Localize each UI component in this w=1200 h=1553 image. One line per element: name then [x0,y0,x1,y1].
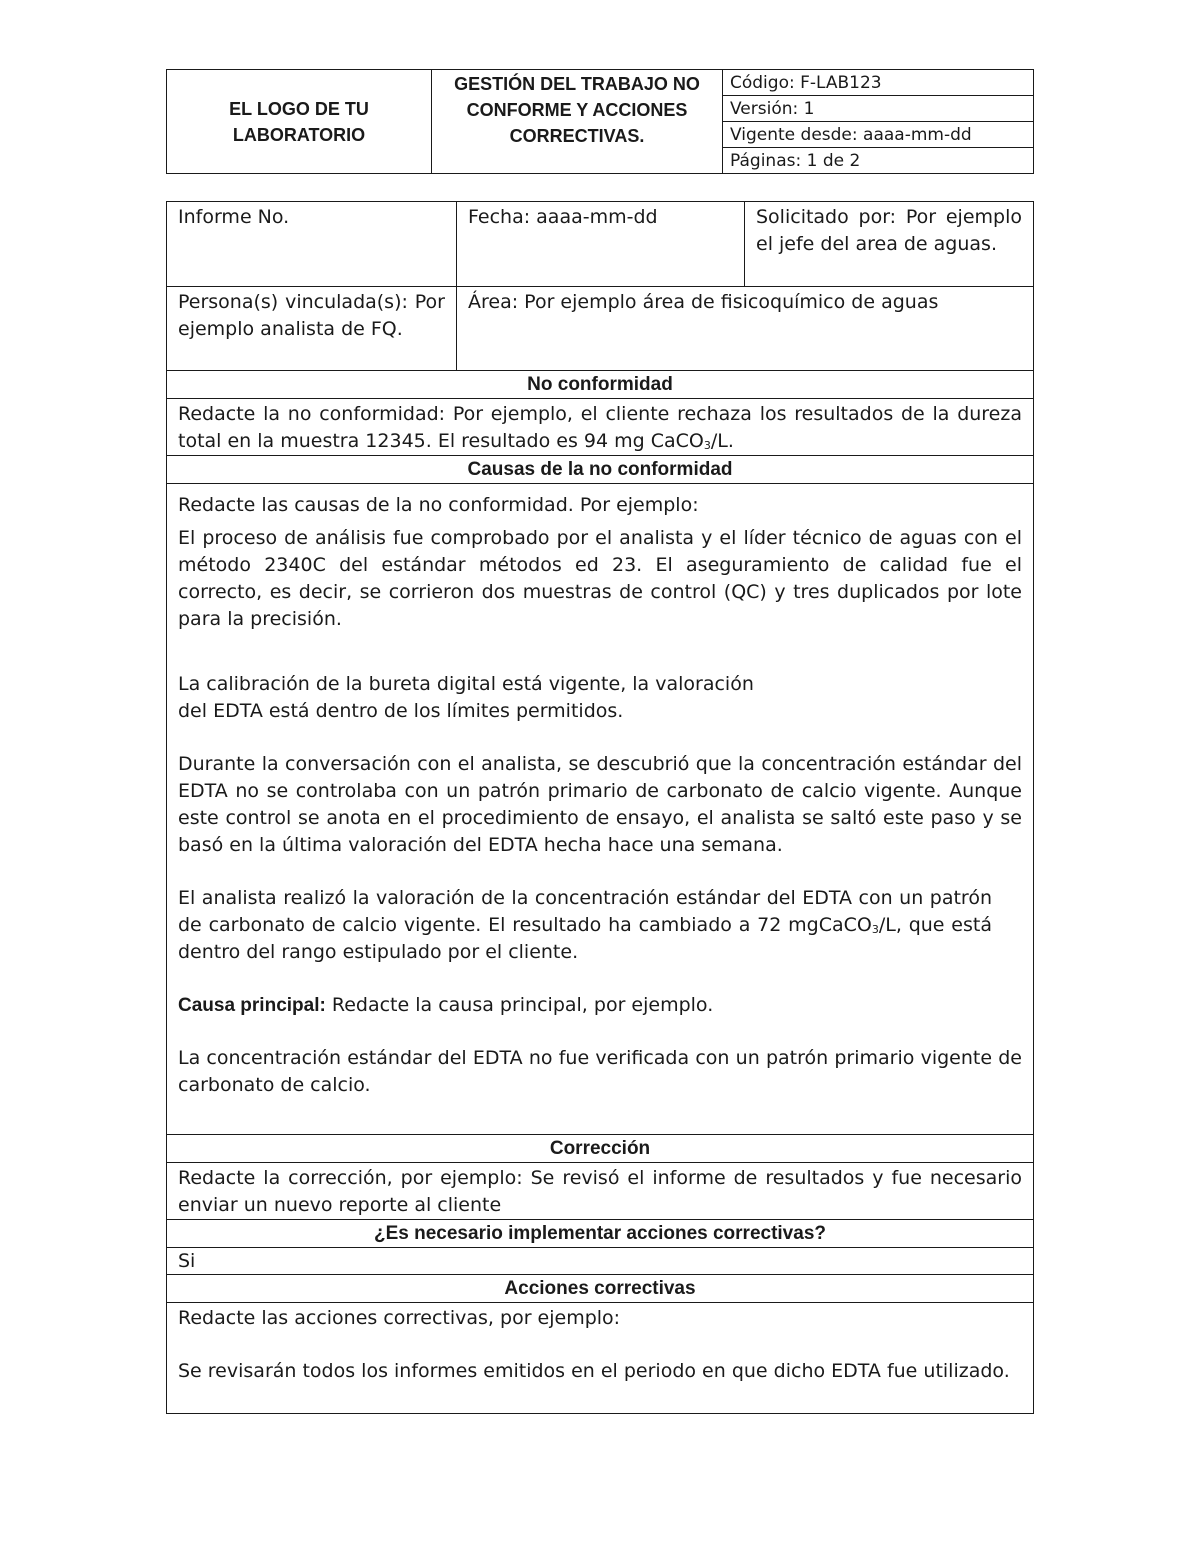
linked-persons [167,287,457,371]
main-cause-label: Causa principal: [178,995,326,1016]
document-title-text: GESTIÓN DEL TRABAJO NO CONFORME Y ACCIONES CORRECTIVAS. [454,73,700,146]
report-date-text: Fecha: aaaa-mm-dd [468,206,658,228]
area [457,287,1034,371]
requested-by [745,202,1034,287]
main-cause-text: Redacte la causa principal, por ejemplo. [325,994,714,1016]
area-text: Área: Por ejemplo área de fisicoquímico de aguas [468,291,939,313]
section-heading-corrective-actions: Acciones correctivas [167,1275,1034,1303]
section-heading-need-actions: ¿Es necesario implementar acciones correctivas? [167,1220,1034,1248]
correction-text: Redacte la corrección, por ejemplo: Se revisó el informe de resultados y fue necesario enviar un nuevo reporte al cliente [167,1163,1034,1220]
corrective-actions-intro: Redacte las acciones correctivas, por ejemplo: [178,1307,621,1329]
logo-text: EL LOGO DE TU LABORATORIO [229,98,369,145]
causes-intro: Redacte las causas de la no conformidad. Por ejemplo: [178,494,699,516]
report-date [457,202,745,287]
logo-placeholder [167,70,432,174]
document-code: Código: F-LAB123 [723,70,1034,96]
subscript: 3 [703,439,711,452]
nonconformity-text-end: /L. [710,430,734,452]
causes-text [167,484,1034,1135]
section-heading-causes: Causas de la no conformidad [167,456,1034,484]
causes-paragraph-1: El proceso de análisis fue comprobado por el analista y el líder técnico de aguas con el método 2340C del estándar métodos ed 23. El aseguramiento de calidad fue el correcto, es decir, se corrieron dos muestras de control (QC) y tres duplicados por lote para la precisión. [178,527,1022,630]
section-heading-nonconformity: No conformidad [167,371,1034,399]
report-number [167,202,457,287]
causes-paragraph-5: La concentración estándar del EDTA no fue verificada con un patrón primario vigente de carbonato de calcio. [178,1047,1022,1096]
nonconformity-text [167,399,1034,456]
causes-paragraph-4 [178,885,1022,966]
need-actions-answer: Si [167,1248,1034,1275]
main-cause [178,992,1022,1019]
section-heading-correction: Corrección [167,1135,1034,1163]
nonconformity-form [166,201,1034,1414]
causes-paragraph-3: Durante la conversación con el analista, se descubrió que la concentración estándar del EDTA no se controlaba con un patrón primario de carbonato de calcio vigente. Aunque este control se anota en el procedimiento de ensayo, el analista se saltó este paso y se basó en la última valoración del EDTA hecha hace una semana. [178,753,1022,856]
corrective-actions-text [167,1303,1034,1414]
report-number-text: Informe No. [178,206,290,228]
document-title [432,70,723,174]
requested-by-text: Solicitado por: Por ejemplo el jefe del area de aguas. [756,206,1022,255]
causes-paragraph-4-main: El analista realizó la valoración de la concentración estándar del EDTA con un patrón de carbonato de calcio vigente. El resultado ha cambiado a 72 mgCaCO [178,887,992,936]
document-valid-from: Vigente desde: aaaa-mm-dd [723,122,1034,148]
document-header [166,69,1034,174]
nonconformity-text-main: Redacte la no conformidad: Por ejemplo, el cliente rechaza los resultados de la dureza total en la muestra 12345. El resultado es 94 mg CaCO [178,403,1022,452]
causes-paragraph-2: La calibración de la bureta digital está vigente, la valoración del EDTA está dentro de los límites permitidos. [178,673,754,722]
causes-paragraph-4-end: /L, que está dentro del rango estipulado por el cliente. [178,914,992,963]
linked-persons-text: Persona(s) vinculada(s): Por ejemplo analista de FQ. [178,291,445,340]
subscript: 3 [871,923,879,936]
document-pages: Páginas: 1 de 2 [723,148,1034,174]
document-version: Versión: 1 [723,96,1034,122]
corrective-actions-paragraph-1: Se revisarán todos los informes emitidos en el periodo en que dicho EDTA fue utilizado. [178,1360,1010,1382]
